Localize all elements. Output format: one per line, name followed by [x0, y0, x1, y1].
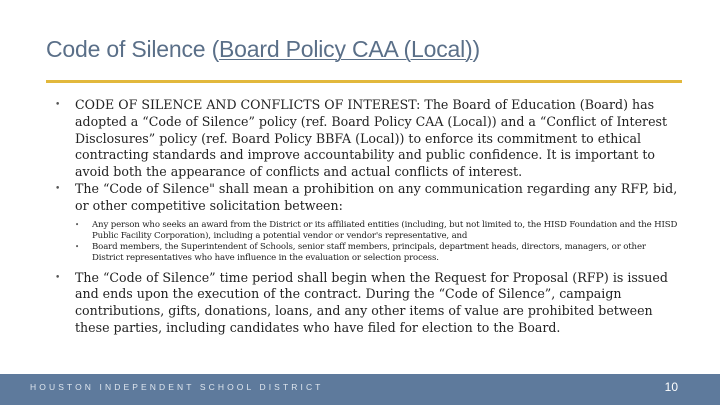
bullet-text: The “Code of Silence" shall mean a prohibition on any communication regarding any RFP, bid, or other competitive solicitation between:: [75, 180, 678, 213]
sub-bullet-text: Any person who seeks an award from the District or its affiliated entities (including, but not limited to, the HISD Foundation and the HISD Public Facility Corporation), including a potential vendor or vendor's representative, and: [92, 219, 678, 241]
sub-bullet-text: Board members, the Superintendent of Schools, senior staff members, principals, department heads, directors, managers, or other District representatives who have influence in the evaluation or selection process.: [92, 241, 646, 263]
bullet-time-period: [55, 269, 678, 337]
bullet-code-of-silence-intro: [55, 97, 678, 181]
bullet-dot-icon: •: [55, 100, 61, 110]
bullet-dot-icon: •: [55, 272, 61, 283]
sub-bullet-list: [75, 220, 678, 264]
sub-bullet-dot-icon: •: [75, 220, 79, 229]
footer-organization: HOUSTON INDEPENDENT SCHOOL DISTRICT: [30, 382, 324, 392]
sub-bullet-district-representatives: [75, 242, 678, 264]
bullet-dot-icon: •: [55, 183, 61, 194]
bullet-text: The “Code of Silence” time period shall begin when the Request for Proposal (RFP) is issued and ends upon the execution of the contract. During the “Code of Silence”, campaign contributions, gifts, donations, loans, and any other items of value are prohibited between these parties, including candidates who have filed for election to the Board.: [75, 269, 668, 335]
title-suffix: ): [472, 36, 480, 62]
sub-bullet-dot-icon: •: [75, 242, 79, 251]
title-divider: [46, 80, 682, 83]
bullet-code-of-silence-definition: [55, 180, 678, 215]
slide-body: [55, 97, 678, 337]
board-policy-link[interactable]: Board Policy CAA (Local): [219, 36, 473, 62]
sub-bullet-award-seekers: [75, 220, 678, 242]
bullet-text: CODE OF SILENCE AND CONFLICTS OF INTEREST: The Board of Education (Board) has adopted a “Code of Silence” policy (ref. Board Policy CAA (Local)) and a “Conflict of Interest Disclosures” policy (ref. Board Policy BBFA (Local)) to enforce its commitment to ethical contracting standards and improve accountability and public confidence. It is important to avoid both the appearance of conflicts and actual conflicts of interest.: [75, 97, 668, 180]
footer-bar: [0, 374, 720, 405]
page-number: 10: [664, 380, 678, 394]
title-prefix: Code of Silence (: [46, 36, 220, 62]
slide-title: [46, 36, 480, 63]
